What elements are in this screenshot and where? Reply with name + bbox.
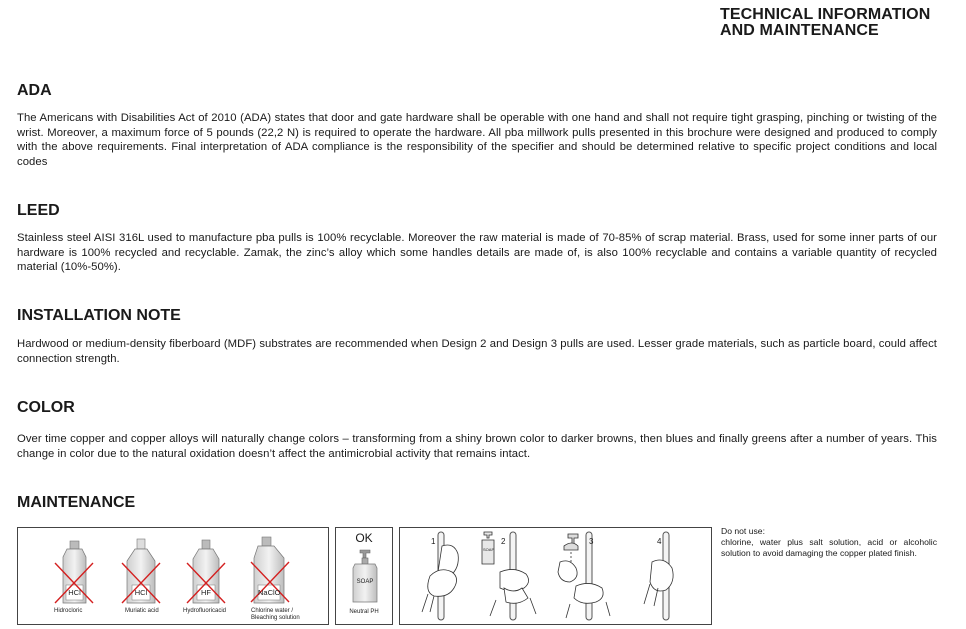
section-heading-leed: LEED bbox=[17, 202, 60, 219]
page-title-line2: AND MAINTENANCE bbox=[720, 22, 879, 39]
bottle-text-hcl-2: HCl bbox=[134, 588, 148, 597]
maintenance-note bbox=[721, 526, 937, 559]
bottle-text-hf: HF bbox=[201, 588, 211, 597]
note-heading: Do not use: bbox=[721, 526, 765, 536]
section-text-leed: Stainless steel AISI 316L used to manufacture pba pulls is 100% recyclable. Moreover the raw material is made of 70-85% of scrap material. Brass, used for some inner parts of our hardware is 100% recycled and recyclable. Zamak, the zinc’s alloy which some handles details are made of, is also 100% recyclable and contains a variable quantity of recycled material (10%-50%). bbox=[17, 232, 937, 274]
caption-naclo-line2: Bleaching solution bbox=[251, 615, 300, 621]
ok-caption: Neutral PH bbox=[349, 609, 379, 615]
cleaning-steps-illustration bbox=[400, 528, 711, 624]
ok-bottle-text: SOAP bbox=[356, 579, 374, 585]
caption-naclo-line1: Chlorine water / bbox=[251, 608, 294, 614]
section-leed bbox=[17, 202, 937, 275]
step-number-2: 2 bbox=[501, 537, 506, 546]
section-text-color: Over time copper and copper alloys will naturally change colors – transforming from a shiny brown color to darker browns, then blues and finally greens after a number of years. This change in color due to the natural oxidation doesn’t affect the antimicrobial activity that remains intact. bbox=[17, 433, 937, 460]
section-heading-installation: INSTALLATION NOTE bbox=[17, 307, 181, 324]
section-ada bbox=[17, 82, 937, 169]
note-text: chlorine, water plus salt solution, acid or alcoholic solution to avoid damaging the copper plated finish. bbox=[721, 537, 937, 558]
section-heading-maintenance: MAINTENANCE bbox=[17, 494, 136, 511]
step-number-4: 4 bbox=[657, 537, 662, 546]
caption-hcl-1: Hidrocloric bbox=[54, 608, 83, 614]
caption-hcl-2: Muriatic acid bbox=[125, 608, 159, 614]
section-color bbox=[17, 399, 937, 461]
section-maintenance bbox=[17, 494, 937, 512]
caption-hf: Hydrofluoricacid bbox=[183, 608, 227, 614]
section-installation bbox=[17, 307, 937, 366]
bottle-text-naclo: NaClO bbox=[258, 588, 281, 597]
section-heading-ada: ADA bbox=[17, 82, 52, 99]
section-text-ada: The Americans with Disabilities Act of 2010 (ADA) states that door and gate hardware shall be operable with one hand and shall not require tight grasping, pinching or twisting of the wrist. Moreover, a maximum force of 5 pounds (22,2 N) is required to operate the hardware. All pba millwork pulls presented in this brochure were designed and produced to comply with the above requirements. Final interpretation of ADA compliance is the responsibility of the specifier and should be determined relative to specific project conditions and local codes bbox=[17, 112, 937, 168]
step-number-1: 1 bbox=[431, 537, 436, 546]
page-title-line1: TECHNICAL INFORMATION bbox=[720, 6, 931, 23]
bottle-text-hcl-1: HCl bbox=[68, 588, 81, 597]
section-text-installation: Hardwood or medium-density fiberboard (MDF) substrates are recommended when Design 2 and Design 3 pulls are used. Lesser grade materials, such as particle board, could affect connection strength. bbox=[17, 338, 937, 365]
hands-rinsing-icon bbox=[558, 561, 610, 618]
forbidden-products-panel bbox=[17, 527, 329, 625]
step-number-3: 3 bbox=[589, 537, 594, 546]
cleaning-steps-panel bbox=[399, 527, 712, 625]
section-heading-color: COLOR bbox=[17, 399, 75, 416]
step2-soap-text: SOAP bbox=[483, 547, 495, 552]
ok-label: OK bbox=[355, 531, 373, 545]
ok-product-panel bbox=[335, 527, 393, 625]
page-title bbox=[720, 7, 930, 39]
